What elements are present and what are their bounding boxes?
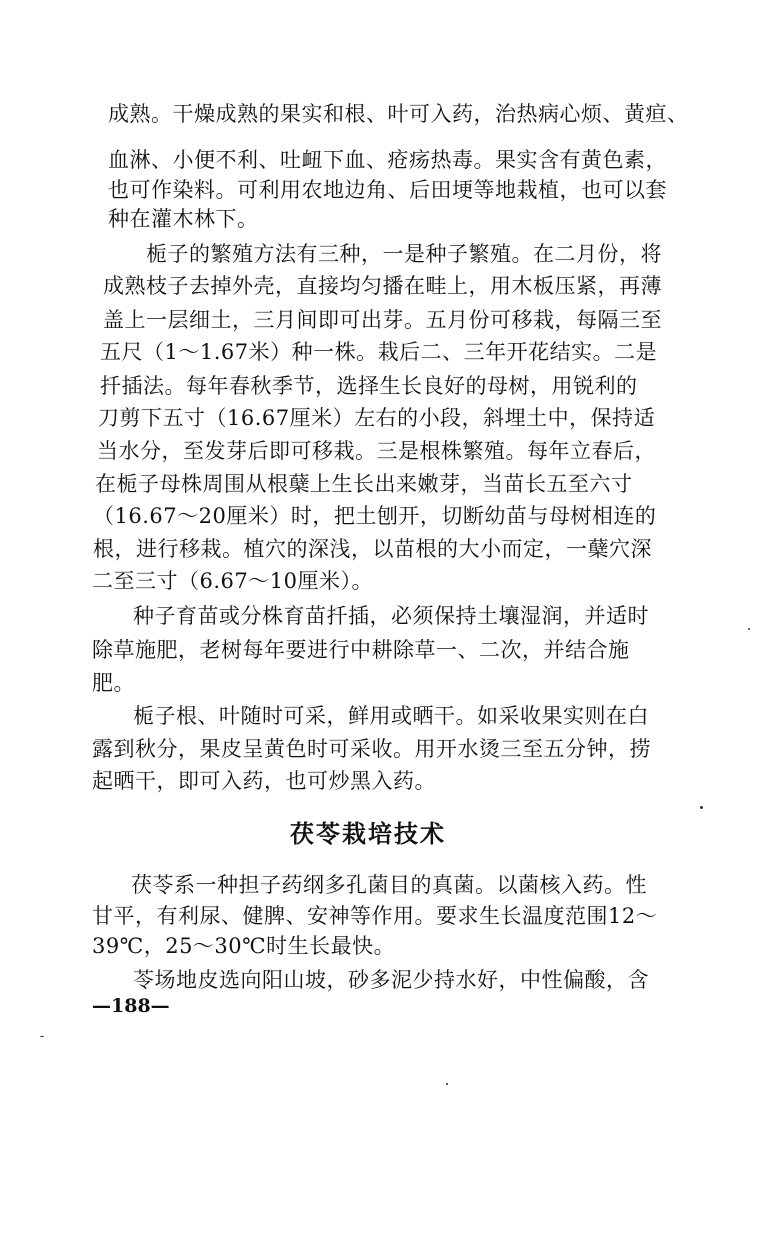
text-line: 当水分，至发芽后即可移栽。三是根株繁殖。每年立春后， <box>97 439 656 463</box>
text-line: 血淋、小便不利、吐衄下血、疮疡热毒。果实含有黄色素， <box>108 148 667 172</box>
text-line: 39℃，25～30℃时生长最快。 <box>92 934 396 958</box>
text-line: 盖上一层细土，三月间即可出芽。五月份可移栽，每隔三至 <box>103 308 662 332</box>
text-line: 茯苓系一种担子药纲多孔菌目的真菌。以菌核入药。性 <box>131 873 647 897</box>
scan-speck <box>446 1083 448 1085</box>
text-line: 在栀子母株周围从根蘖上生长出来嫩芽，当苗长五至六寸 <box>95 472 633 496</box>
scan-speck <box>748 628 750 630</box>
text-line: 露到秋分，果皮呈黄色时可采收。用开水烫三至五分钟，捞 <box>92 737 651 761</box>
text-line: 栀子根、叶随时可采，鲜用或晒干。如采收果实则在白 <box>133 704 649 728</box>
text-line: 二至三寸（6.67～10厘米）。 <box>92 569 373 593</box>
section-heading: 茯苓栽培技术 <box>290 819 446 848</box>
text-line: 扦插法。每年春秋季节，选择生长良好的母树，用锐利的 <box>100 374 638 398</box>
text-line: 肥。 <box>92 671 135 695</box>
scan-speck <box>40 1036 44 1037</box>
text-line: （16.67～20厘米）时，把土刨开，切断幼苗与母树相连的 <box>93 504 657 528</box>
text-line: 栀子的繁殖方法有三种，一是种子繁殖。在二月份，将 <box>146 242 662 266</box>
text-line: 成熟枝子去掉外壳，直接均匀播在畦上，用木板压紧，再薄 <box>103 274 662 298</box>
text-line: 种子育苗或分株育苗扦插，必须保持土壤湿润，并适时 <box>133 604 649 628</box>
text-line: 成熟。干燥成熟的果实和根、叶可入药，治热病心烦、黄疸、 <box>108 102 689 126</box>
page-number: —188— <box>92 995 170 1017</box>
text-line: 除草施肥，老树每年要进行中耕除草一、二次，并结合施 <box>92 638 630 662</box>
scan-speck <box>700 806 703 809</box>
text-line: 刀剪下五寸（16.67厘米）左右的小段，斜埋土中，保持适 <box>98 406 656 430</box>
text-line: 五尺（1～1.67米）种一株。栽后二、三年开花结实。二是 <box>100 340 658 364</box>
text-line: 甘平，有利尿、健脾、安神等作用。要求生长温度范围12～ <box>92 904 658 928</box>
text-line: 起晒干，即可入药，也可炒黑入药。 <box>92 769 436 793</box>
text-line: 根，进行移栽。植穴的深浅，以苗根的大小而定，一蘖穴深 <box>93 537 652 561</box>
text-line: 苓场地皮选向阳山坡，砂多泥少持水好，中性偏酸，含 <box>133 968 649 992</box>
text-line: 也可作染料。可利用农地边角、后田埂等地栽植，也可以套 <box>108 178 667 202</box>
text-line: 种在灌木林下。 <box>108 207 259 231</box>
